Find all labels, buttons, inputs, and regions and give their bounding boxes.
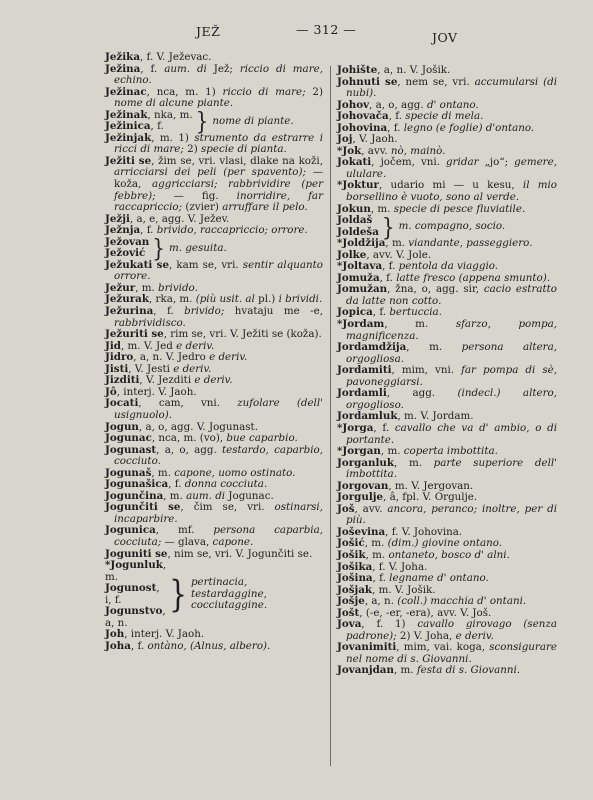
definition-text: , V. Jaoh.: [352, 133, 398, 146]
definition-text: , f.: [372, 572, 390, 585]
definition-text: , rka, m.: [149, 293, 196, 306]
italic-gloss: festa di s. Giovanni.: [416, 664, 521, 677]
header-left-guideword: JEŽ: [196, 24, 221, 39]
italic-gloss: riccio di mare;: [222, 85, 306, 98]
headword: Jomužan: [337, 283, 388, 296]
headword: Jomuža: [337, 271, 380, 284]
headword: Jogunašica: [105, 478, 169, 491]
definition-text: , m.: [393, 664, 417, 677]
headword: Ježuriti se: [105, 328, 164, 341]
headword: *Jordam: [337, 318, 385, 331]
italic-gloss: legno (e foglie) d'ontano.: [403, 121, 535, 134]
headword: Johovača: [337, 110, 389, 123]
definition-text: , a, o, agg.: [156, 443, 223, 456]
definition-text: , a, o, agg. V. Jogunast.: [138, 420, 258, 433]
definition-text: , f.: [388, 110, 406, 123]
italic-gloss: d' ontano.: [426, 98, 479, 111]
italic-gloss: inorridire, far raccapriccio;: [114, 189, 323, 214]
headword: Ježinak: [105, 108, 148, 121]
dictionary-entry: [337, 665, 557, 677]
definition-text: , agg.: [386, 387, 458, 400]
definition-text: , f. V. Johovina.: [385, 525, 463, 538]
italic-gloss: parte superiore dell' imbottita.: [346, 456, 557, 481]
dictionary-entry: [105, 260, 323, 283]
headword: Još: [337, 502, 355, 515]
headword: Ježika: [105, 51, 140, 63]
italic-gloss: strumento da estrarre i ricci di mare;: [114, 131, 323, 156]
italic-gloss: sconsigurare nel nome di s. Giovanni.: [346, 641, 557, 665]
headword: Ježiti se: [105, 154, 152, 167]
italic-gloss: arruffare il pelo.: [222, 201, 308, 214]
definition-text: , nem se, vri.: [397, 75, 475, 88]
definition-text: — fig.: [155, 189, 237, 202]
italic-gloss: ontàno, (Alnus, albero).: [147, 639, 271, 652]
headword: Jogunast: [105, 443, 157, 456]
definition-text: , f.: [387, 121, 404, 134]
definition-text: 2): [305, 85, 323, 98]
headword: Joguniti se: [105, 547, 168, 560]
italic-gloss: ostinarsi, incaparbire.: [114, 501, 323, 525]
dictionary-entry: [337, 388, 557, 411]
definition-text: , â, fpl. V. Orgulje.: [383, 491, 478, 504]
definition-text: , avv.: [354, 502, 388, 515]
headword: Jordamluk: [337, 410, 398, 423]
italic-gloss: brivido;: [184, 305, 225, 318]
definition-text: , V. Jesti: [128, 362, 174, 375]
italic-gloss: (più usit.: [195, 293, 243, 306]
italic-gloss: sfarzo, pompa, magnificenza.: [346, 318, 558, 342]
definition-text: , m. 1): [151, 131, 195, 144]
definition-text: , m.: [163, 489, 187, 502]
italic-gloss: arricciarsi dei peli (per spavento);: [114, 166, 306, 179]
dictionary-entry: [105, 64, 323, 87]
headword: Joh: [105, 628, 125, 641]
definition-text: , avv.: [361, 144, 391, 157]
headword: Jorgulje: [337, 491, 384, 504]
italic-gloss: capone.: [212, 535, 254, 548]
italic-gloss: legname d' ontano.: [389, 572, 489, 585]
headword: Jogunstvo: [105, 605, 163, 618]
italic-gloss: rabbrividisco.: [114, 316, 186, 329]
italic-gloss: (dim.) giovine ontano.: [387, 537, 503, 550]
headword: *Jorgan: [337, 445, 381, 458]
headword: Ježji: [105, 212, 130, 225]
italic-gloss: sentir alquanto orrore.: [114, 258, 324, 283]
definition-text: , m. V. Jordam.: [397, 410, 474, 423]
italic-gloss: e deriv.: [455, 629, 494, 642]
definition-text: , interj. V. Jaoh.: [124, 628, 205, 641]
definition-text: , V. Jezditi: [139, 374, 195, 387]
definition-text: , f.: [140, 224, 157, 237]
headword: Joj: [337, 133, 353, 146]
headword: Jogunčiti se: [105, 501, 181, 514]
italic-gloss: cavallo che va d' ambio, o di portante.: [346, 421, 557, 446]
page-number: — 312 —: [296, 22, 357, 37]
headword: Jokati: [337, 156, 372, 169]
headword: Jogunac: [105, 432, 152, 445]
dictionary-entry: [337, 319, 557, 342]
definition-text: , m.: [135, 281, 159, 294]
italic-gloss: viandante, passeggiero.: [408, 237, 533, 250]
headword: Joldeša: [337, 225, 379, 238]
dictionary-entry: [337, 157, 557, 180]
dictionary-entry: [337, 642, 557, 665]
dictionary-entry: [337, 423, 557, 446]
italic-gloss: capone, uomo ostinato.: [174, 466, 296, 479]
italic-gloss: gridar: [446, 156, 479, 169]
italic-gloss: ancora, peranco; inoltre, per di più.: [346, 502, 557, 527]
italic-gloss: brivido.: [158, 281, 198, 294]
definition-text: , i, f.: [105, 582, 160, 606]
definition-text: , a, n.: [105, 605, 166, 629]
headword: Jô: [105, 385, 117, 398]
definition-text: , a, n. V. Jedro: [133, 351, 210, 364]
headword: Ježina: [105, 62, 141, 75]
definition-text: , mim, vai. koga,: [396, 641, 490, 654]
bracketed-entry-group: [337, 212, 557, 242]
headword: Ježukati se: [105, 258, 169, 271]
definition-text: hvataju me -e,: [224, 305, 323, 318]
dictionary-entry: [337, 619, 557, 642]
dictionary-entry: [105, 641, 323, 653]
italic-gloss: far pompa di sè, pavoneggiarsi.: [346, 364, 558, 388]
headword: Jogunaš: [105, 466, 152, 479]
left-column: [105, 52, 323, 652]
definition-text: , mim, vni.: [391, 364, 462, 377]
definition-text: Jež;: [206, 62, 240, 75]
dictionary-entry: [105, 583, 166, 606]
dictionary-entry: [105, 398, 323, 421]
definition-text: , žna, o, agg. sir,: [387, 283, 484, 296]
brace-symbol: }: [381, 212, 395, 242]
italic-gloss: donna cocciuta.: [184, 478, 268, 491]
definition-text: , jočem, vni.: [371, 156, 447, 169]
headword: Ježurina: [105, 305, 154, 318]
headword: Jošjak: [337, 583, 373, 596]
headword: Joševina: [337, 525, 386, 538]
definition-text: , avv. V. Jole.: [366, 248, 432, 261]
definition-text: , m.: [364, 537, 388, 550]
italic-gloss: coperta imbottita.: [403, 445, 498, 458]
right-column: [337, 65, 557, 677]
definition-text: , m.: [370, 202, 394, 215]
definition-text: , m.: [365, 548, 389, 561]
italic-gloss: e deriv.: [209, 351, 248, 364]
dictionary-entry: [105, 606, 166, 629]
dictionary-entry: [105, 156, 323, 214]
italic-gloss: bertuccia.: [389, 306, 442, 319]
headword: Jošina: [337, 572, 373, 585]
italic-gloss: bue caparbio.: [226, 432, 298, 445]
definition-text: „jo“;: [478, 156, 515, 169]
italic-gloss: brivido, raccapriccio; orrore.: [156, 224, 308, 237]
italic-gloss: cavallo girovago (senza padrone);: [346, 618, 557, 642]
headword: Ježović: [105, 247, 146, 260]
definition-text: , mf.: [155, 524, 214, 537]
dictionary-entry: [337, 504, 557, 527]
dictionary-entry: [105, 306, 323, 329]
definition-text: , f. V. Ježevac.: [140, 51, 212, 63]
dictionary-entry: [105, 445, 323, 468]
headword: Jordamiti: [337, 364, 392, 377]
definition-text: , a, n. V. Jošik.: [377, 64, 451, 76]
headword: Jogunčina: [105, 489, 164, 502]
headword: *Joktur: [337, 179, 379, 192]
headword: *Joltava: [337, 260, 383, 273]
italic-gloss: nò, mainò.: [390, 144, 446, 157]
definition-text: , m.: [385, 237, 409, 250]
definition-text: 2): [183, 143, 201, 156]
italic-gloss: ontaneto, bosco d' alni.: [388, 548, 510, 561]
dictionary-entry: [337, 458, 557, 481]
headword: Ježurak: [105, 293, 149, 306]
italic-gloss: nome di alcune piante.: [114, 97, 234, 110]
headword: Ježinica: [105, 120, 151, 133]
dictionary-entry: [337, 365, 557, 388]
italic-gloss: aum. di: [186, 489, 226, 502]
headword: *Jorga: [337, 421, 374, 434]
definition-text: , rim se, vri. V. Ježiti se (koža).: [163, 328, 322, 341]
definition-text: , interj. V. Jaoh.: [116, 385, 197, 398]
definition-text: (zvier): [182, 201, 223, 214]
headword: Jizditi: [105, 374, 140, 387]
definition-text: , m. V. Jošik.: [372, 583, 436, 596]
headword: *Jok: [337, 144, 362, 157]
definition-text: , m. V. Jergovan.: [388, 479, 474, 492]
bracketed-entry-group: [105, 560, 323, 629]
definition-text: pl.): [254, 293, 279, 306]
headword: Johov: [337, 98, 370, 111]
definition-text: , m.: [105, 559, 167, 583]
headword: Joldaš: [337, 214, 373, 227]
headword: Joha: [105, 639, 131, 652]
headword: Jorgovan: [337, 479, 389, 492]
definition-text: , f. 1): [361, 618, 418, 631]
italic-gloss: e deriv.: [176, 339, 215, 352]
header-right-guideword: JOV: [432, 30, 458, 45]
headword: Ježnja: [105, 224, 141, 237]
italic-gloss: specie di mela.: [405, 110, 484, 123]
headword: Johovina: [337, 121, 388, 134]
headword: Jogunica: [105, 524, 156, 537]
headword: Jova: [337, 618, 362, 631]
definition-text: , kam se, vri.: [169, 258, 243, 271]
definition-text: , f.: [372, 306, 390, 319]
definition-text: , f.: [140, 62, 165, 75]
definition-text: , f.: [379, 271, 397, 284]
italic-gloss: zufolare (dell' usignuolo).: [114, 397, 323, 421]
headword: Jocati: [105, 397, 139, 410]
headword: *Jogunluk: [105, 559, 163, 572]
headword: Ježovan: [105, 235, 150, 248]
dictionary-entry: [105, 87, 323, 110]
definition-text: , f.: [373, 421, 395, 434]
definition-text: , f. V. Joha.: [372, 560, 428, 573]
headword: Jogunost: [105, 582, 157, 595]
headword: Jošik: [337, 548, 366, 561]
headword: Jošika: [337, 560, 373, 573]
dictionary-entry: [337, 180, 557, 203]
headword: Jokun: [337, 202, 371, 215]
definition-text: Jogunac.: [225, 489, 274, 502]
brace-symbol: }: [195, 106, 209, 136]
headword: Jošt: [337, 606, 360, 619]
italic-gloss: specie di pianta.: [201, 143, 287, 156]
definition-text: , udario mi — u kesu,: [378, 179, 523, 192]
dictionary-entry: [337, 342, 557, 365]
headword: Johnuti se: [337, 75, 398, 88]
headword: Jid: [105, 339, 121, 352]
headword: Ježur: [105, 281, 136, 294]
italic-gloss: riccio di mare, echino.: [114, 62, 323, 87]
definition-text: , f.: [382, 260, 399, 273]
column-divider: [330, 66, 331, 766]
definition-text: , a, o, agg.: [369, 98, 427, 111]
definition-text: — koža,: [114, 166, 323, 191]
definition-text: , žim se, vri. vlasi, dlake na koži,: [151, 154, 323, 167]
definition-text: , nka, m.: [147, 108, 193, 121]
dictionary-entry: [105, 502, 323, 525]
definition-text: , f.: [153, 305, 185, 318]
definition-text: , (-e, -er, -era), avv. V. Još.: [359, 606, 492, 619]
italic-gloss: specie di pesce fluviatile.: [393, 202, 526, 215]
italic-gloss: accumularsi (di nubi).: [346, 75, 557, 100]
brace-symbol: }: [152, 233, 166, 263]
italic-gloss: aum. di: [164, 62, 207, 75]
headword: Jopica: [337, 306, 373, 319]
italic-gloss: e deriv.: [173, 362, 212, 375]
italic-gloss: al: [245, 293, 255, 306]
definition-text: , m.: [151, 466, 175, 479]
dictionary-entry: [337, 284, 557, 307]
headword: Jidro: [105, 351, 134, 364]
shared-gloss: pertinacia, testardaggine, cocciutaggine.: [190, 576, 268, 612]
italic-gloss: latte fresco (appena smunto).: [396, 271, 551, 284]
italic-gloss: gemere, ululare.: [346, 156, 557, 180]
definition-text: , m. V. Jed: [120, 339, 177, 352]
definition-text: — glava,: [161, 535, 213, 548]
italic-gloss: i brividi.: [278, 293, 323, 306]
shared-gloss: m. compagno, socio.: [398, 219, 506, 232]
definition-text: , m.: [380, 445, 404, 458]
running-head: [0, 22, 593, 45]
definition-text: , a, e, agg. V. Ježev.: [129, 212, 230, 225]
definition-text: , f.: [168, 478, 185, 491]
definition-text: , f.: [150, 120, 164, 133]
headword: Jorganluk: [337, 456, 395, 469]
headword: Jovanjdan: [337, 664, 394, 677]
headword: Jolke: [337, 248, 367, 261]
headword: Johište: [337, 64, 378, 76]
headword: *Joldžija: [337, 237, 386, 250]
headword: Ježinac: [105, 85, 147, 98]
italic-gloss: aggricciarsi; rabbrividire (per febbre);: [114, 178, 323, 202]
italic-gloss: cacio estratto da latte non cotto.: [346, 283, 557, 307]
definition-text: , nca, m. (vo),: [151, 432, 227, 445]
bracketed-entry-group: [105, 233, 323, 263]
definition-text: , čim se, vri.: [180, 501, 275, 514]
italic-gloss: persona altera, orgogliosa.: [346, 341, 557, 365]
dictionary-entry: [105, 133, 323, 156]
dictionary-entry: [337, 77, 557, 100]
definition-text: , a, n.: [364, 595, 398, 608]
italic-gloss: testardo, caparbio, cocciuto.: [114, 443, 323, 468]
headword: Jovanimiti: [337, 641, 397, 654]
bracketed-entry-group: [105, 106, 323, 136]
headword: Jordamdžija: [337, 341, 407, 354]
definition-text: , cam, vni.: [138, 397, 238, 410]
italic-gloss: (indecl.) altero, orgoglioso.: [346, 387, 557, 411]
headword: Ježinjak: [105, 131, 152, 144]
definition-text: , m.: [384, 318, 456, 331]
italic-gloss: (coll.) macchia d' ontani.: [397, 595, 527, 608]
brace-symbol: }: [169, 572, 187, 616]
definition-text: , nim se, vri. V. Jogunčiti se.: [167, 547, 313, 560]
shared-gloss: m. gesuita.: [169, 241, 227, 254]
italic-gloss: pentola da viaggio.: [398, 260, 499, 273]
italic-gloss: e deriv.: [194, 374, 233, 387]
definition-text: , m.: [406, 341, 462, 354]
definition-text: , m.: [394, 456, 434, 469]
headword: Jisti: [105, 362, 129, 375]
headword: Jošić: [337, 537, 365, 550]
dictionary-entry: [105, 525, 323, 548]
definition-text: , f.: [130, 639, 148, 652]
headword: Jordamli: [337, 387, 387, 400]
headword: Jošje: [337, 595, 365, 608]
dictionary-entry: [105, 560, 166, 583]
definition-text: 2) V. Joha,: [396, 629, 456, 642]
definition-text: , nca, m. 1): [146, 85, 223, 98]
italic-gloss: persona caparbia, cocciuta;: [114, 524, 323, 548]
shared-gloss: nome di piante.: [212, 114, 294, 127]
headword: Jogun: [105, 420, 139, 433]
italic-gloss: il mio borsellino è vuoto, sono al verde.: [346, 179, 557, 204]
